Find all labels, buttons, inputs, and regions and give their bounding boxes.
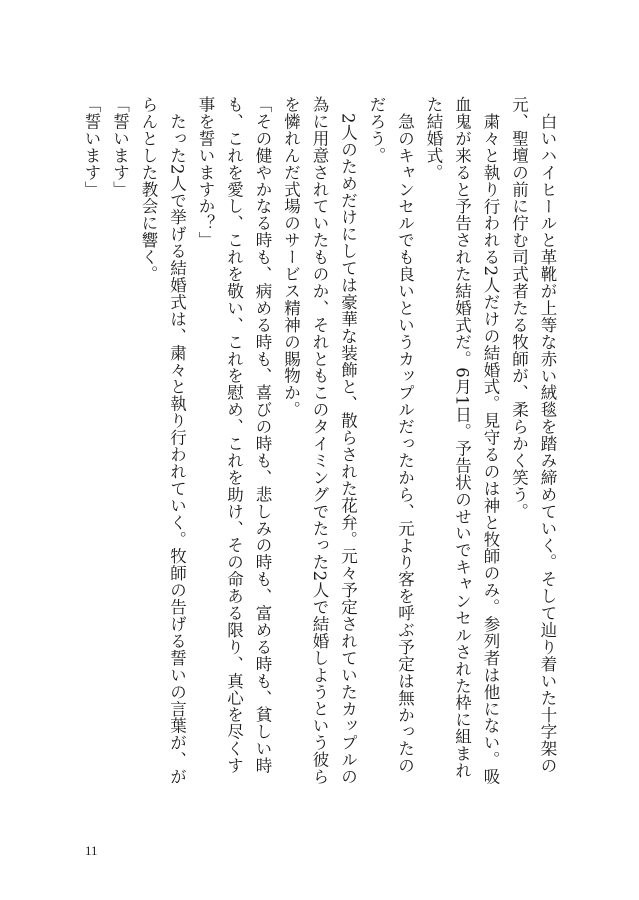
paragraph-4: 2人のためだけにしては豪華な装飾と、散らされた花弁。元々予定されていたカップルの為に用意されていたものか、それともこのタイミングでたった2人で結婚しようという彼らを憐れんだ式場のサービス精神の賜物か。 [281, 96, 358, 785]
vow-answer-1: 「誓います」 [110, 96, 130, 198]
vow-question: 「その健やかなる時も、病める時も、喜びの時も、悲しみの時も、富める時も、貧しい時も、これを愛し、これを敬い、これを慰め、これを助け、その命ある限り、真心を尽くす事を誓いますか？」 [196, 96, 272, 774]
paragraph-1: 白いハイヒールと革靴が上等な赤い絨毯を踏み締めていく。そして辿り着いた十字架の元、聖壇の前に佇む司式者たる牧師が、柔らかく笑う。 [509, 96, 557, 774]
paragraph-6: たった2人で挙げる結婚式は、粛々と執り行われていく。牧師の告げる誓いの言葉が、がらんとした教会に響く。 [139, 96, 187, 785]
vertical-text-body [77, 96, 562, 786]
paragraph-2: 粛々と執り行われる2人だけの結婚式。見守るのは神と牧師のみ。参列者は他にない。吸血鬼が来ると予告された結婚式だ。6月1日。予告状のせいでキャンセルされた枠に組まれた結婚式。 [424, 96, 500, 785]
page-number: 11 [85, 843, 98, 858]
vow-answer-2: 「誓います」 [82, 96, 101, 198]
paragraph-3: 急のキャンセルでも良いというカップルだったから、元より客を呼ぶ予定は無かったのだろう。 [367, 96, 415, 774]
